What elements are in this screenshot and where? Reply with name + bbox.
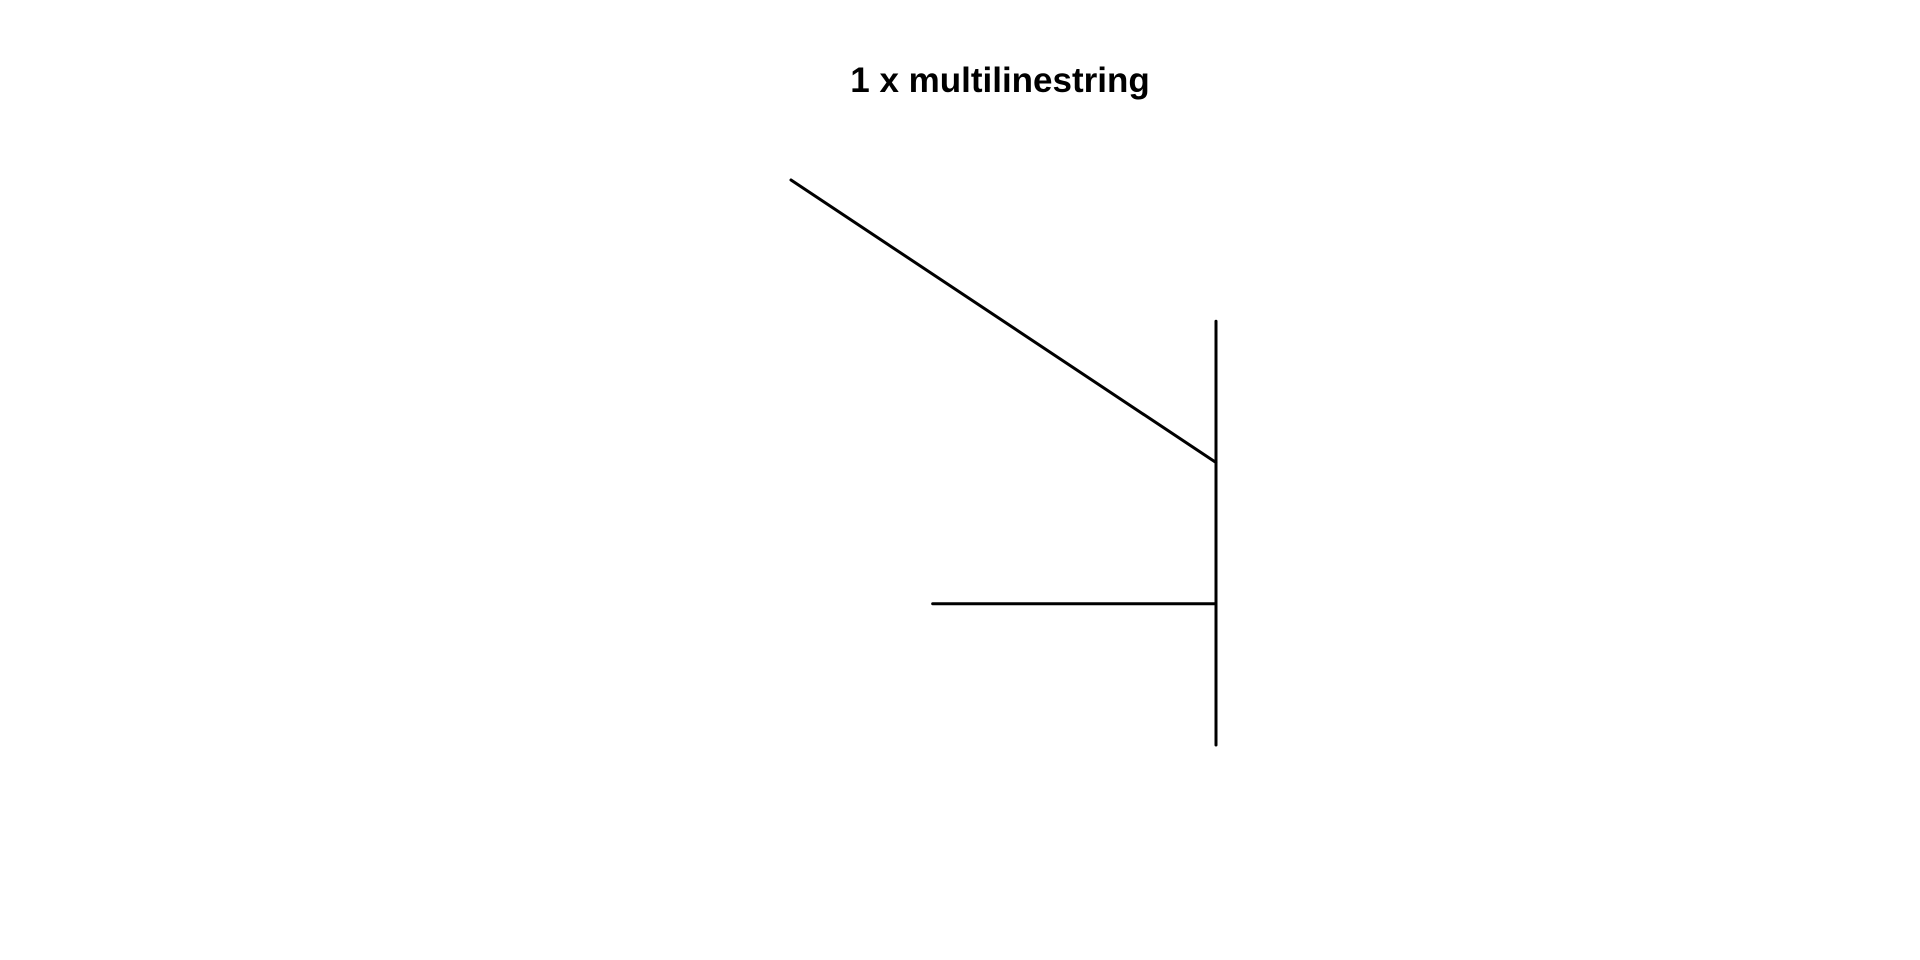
- figure-title: 1 x multilinestring: [850, 61, 1150, 100]
- line-diagonal: [791, 180, 1216, 463]
